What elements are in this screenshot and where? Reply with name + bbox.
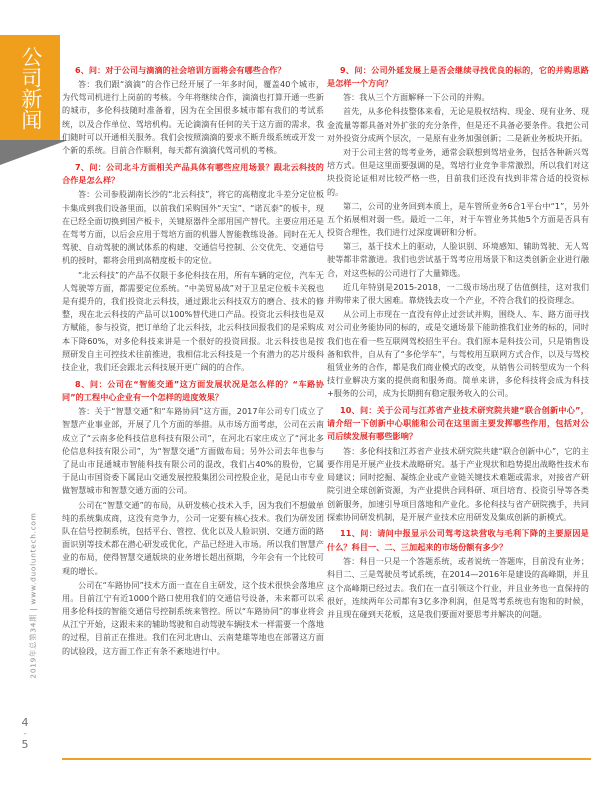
folio-top: 4 — [21, 716, 29, 729]
answer-paragraph: 答：我们跟“滴滴”的合作已经开展了一年多时间，覆盖40个城市，为代驾司机进行上岗前的考核。今年将继续合作，滴滴也打算开通一些新的城市，多伦科技随时准备着，因为在全国很多城市都有我们的考试系统，以及合作单位、驾培机构。无论滴滴有任何的关于这方面的需求，我们随时可以开通相关服务。我们会按照滴滴的要求不断升级系统或开发一个新的系统。目前合作顺利，每天都有滴滴代驾司机的考核。 — [62, 79, 324, 156]
answer-paragraph: 答：科目一只是一个答题系统，或者说统一答题库，目前没有业务；科目二、三是驾驶员考试系统，在2014—2016年是建设的高峰期，并且这个高峰期已经过去。我们在一直引领这个行业，并且业务也一直保持的很好，连续两年公司都有3亿多净利润，但是驾考系统也有饱和的时候，并且现在碰到天花板，这是我们要面对要思考并解决的问题。 — [327, 556, 589, 619]
answer-paragraph: 首先，从多伦科技整体来看，无论是股权结构、现金、现有业务、现金流量等都具备对外扩张的充分条件，但是还不具备必要条件。我把公司对外投资分成两个层次，一是原有业务加强创新；二是新业务板块开拓。 — [327, 106, 589, 143]
issue-meta: 2019年总第34期 | www.duoluntech.com — [28, 512, 38, 679]
answer-paragraph: 答：关于“智慧交通”和“车路协同”这方面，2017年公司专门成立了智慧产业事业部，开展了几个方面的举措。从市场方面考虑，公司在云南成立了“云南多伦科技信息科技有限公司”，在河北石家庄成立了“河北多伦信息科技有限公司”，为“智慧交通”方面做布局；另外公司去年也参与了昆山市昆通城市智能科技有限公司的混改，我们占40%的股份，它属于昆山市国资委下属昆山交通发展控股集团公司控股企业，是昆山市专业做智慧城市和智慧交通方面的公司。 — [62, 406, 324, 496]
question-heading: 10、问：关于公司与江苏省产业技术研究院共建“联合创新中心”，请介绍一下创新中心职能和公司在这里面主要发挥哪些作用，包括对公司后续发展有哪些影响？ — [327, 405, 589, 442]
answer-paragraph: 从公司上市现在一直没有停止过尝试并购，围绕人、车、路方面寻找对公司业务能协同的标的，或是交通场景下能助推我们业务的标的，同时我们也在看一些互联网驾校招生平台。我们原本是科技公司，只是销售设备和软件，自从有了“多伦学车”，与驾校用互联网方式合作，以及与驾校租赁业务的合作，都是我们商业模式的改变，从销售公司转型成为一个科技行业解决方案的提供商和服务商。简单来讲，多伦科技将会成为科技+服务的公司，成为长期拥有稳定服务收入的公司。 — [327, 309, 589, 399]
answer-paragraph: 答：多伦科技和江苏省产业技术研究院共建“联合创新中心”，它的主要作用是开展产业技术战略研究。基于产业现状和趋势提出战略性技术布局建议；同时挖掘、凝练企业或产业链关键技术难题或需求，对接省产研院引进全球创新资源，为产业提供合同科研、项目培育、投资引导等各类创新服务，加速引导项目落地和产业化。多伦科技与省产研院携手，共同探索协同研发机制，是开展产业技术应用研发及集成创新的新模式。 — [327, 445, 589, 522]
section-tab — [0, 35, 60, 140]
answer-paragraph: 公司在“智慧交通”的布局，从研发核心技术入手，因为我们不想做单纯的系统集成商，这没有竞争力，公司一定要有核心技术。我们为研发团队在信号控制系统，包括平台、管控、优化以及人脸识别、交通方面的路面识别等技术都在潜心研发或优化，产品已经进入市场。所以我们智慧产业的布局，使得智慧交通版块的业务增长超出预期，今年会有一个比较可观的增长。 — [62, 499, 324, 576]
answer-paragraph: 近几年特别是2015-2018，一二级市场出现了估值倒挂，这对我们并购带来了很大困难。靠烧钱去攻一个产业，不符合我们的投资理念。 — [327, 281, 589, 306]
section-tab-shadow — [0, 140, 68, 165]
column-right — [327, 60, 589, 622]
question-heading: 6、问：对于公司与滴滴的社会培训方面将会有哪些合作？ — [75, 64, 286, 75]
question-heading: 9、问：公司外延发展上是否会继续寻找优良的标的，它的并购思路是怎样一个方向？ — [327, 64, 589, 88]
column-left — [62, 60, 324, 659]
answer-paragraph: “北云科技”的产品不仅限于多伦科技在用，所有车辆的定位，汽车无人驾驶等方面，都需要定位系统。“中美贸易战”对于卫星定位板卡关税也是有提升的，我们投资北云科技，通过跟北云科技双方的磨合、技术的修整，现在北云科技的产品可以100%替代进口产品。投资北云科技也是双方赋能，参与投资，把订单给了北云科技，北云科技回报我们的是采购成本下降60%，对多伦科技来讲是一个很好的投资回报。北云科技也是按照研发自主可控技术往前推进，我相信北云科技是一个有潜力的芯片级科技企业，我们还会跟北云科技展开更广阔的的合作。 — [62, 269, 324, 372]
page-folio — [13, 716, 37, 752]
folio-separator: - — [23, 728, 27, 739]
question-heading: 7、问：公司北斗方面相关产品具体有哪些应用场景？跟北云科技的合作是怎么样？ — [62, 161, 324, 185]
folio-bottom: 5 — [21, 737, 29, 751]
answer-paragraph: 对于公司主营的驾考业务，通常会联想到驾培业务，包括各种新兴驾培方式。但是这里面要强调的是，驾培行业竞争非常激烈，所以我们对这块投资论证相对比较严格一些，目前我们还没有找到非常合适的投资标的。 — [327, 146, 589, 197]
question-heading: 11、问：请问中报显示公司驾考这块营收与毛利下降的主要原因是什么？科目一、二、三加起来的市场份额有多少？ — [327, 528, 589, 552]
answer-paragraph: 第三，基于技术上的驱动，人脸识别、环境感知、辅助驾驶、无人驾驶等都非常激进。我们也尝试基于驾考应用场景下和这类创新企业进行融合，对这些标的公司进行了大量筛选。 — [327, 241, 589, 278]
answer-paragraph: 公司在“车路协同”技术方面一直在自主研发，这个技术很快会落地应用。目前江宁有近1000个路口使用我们的交通信号设备，未来都可以采用多伦科技的智能交通信号控制系统来管控。所以“车路协同”的事业将会从江宁开始，这跟未来的辅助驾驶和自动驾驶车辆技术一样需要一个落地的过程，目前正在推进。我们在河北唐山、云南楚雄等地也在部署这方面的试验段，这方面工作正有条不紊地进行中。 — [62, 579, 324, 656]
answer-paragraph: 答：我从三个方面解释一下公司的并购。 — [343, 92, 490, 103]
answer-paragraph: 答：公司参股湖南长沙的“北云科技”，将它的高精度北斗差分定位板卡集成到我们设备里面，以前我们采购国外“天宝”、“诺瓦泰”的板卡，现在已经全面切换到国产板卡，关键原器件全部用国产替代。主要应用还是在驾考方面，以后会应用于驾培方面的机器人智能教练设备。同时在无人驾驶、自动驾驶的测试体系的构建、交通信号控制、公交优先、交通信号机的授时，都将会用到高精度板卡的定位。 — [62, 189, 324, 266]
footer-rule — [62, 758, 591, 760]
question-heading: 8、问：公司在“智能交通”这方面发展状况是怎么样的？“车路协同”的工程中心企业有一个怎样的进度效果？ — [62, 378, 324, 402]
answer-paragraph: 第二，公司的业务回到本质上，是车管所业务6合1平台中“1”，另外五个拓展相对弱一些。最近一二年，对于车管业务其他5个方面是否具有投资合理性，我们进行过深度调研和分析。 — [327, 200, 589, 238]
section-tab-label: 公司新闻 — [18, 45, 43, 130]
